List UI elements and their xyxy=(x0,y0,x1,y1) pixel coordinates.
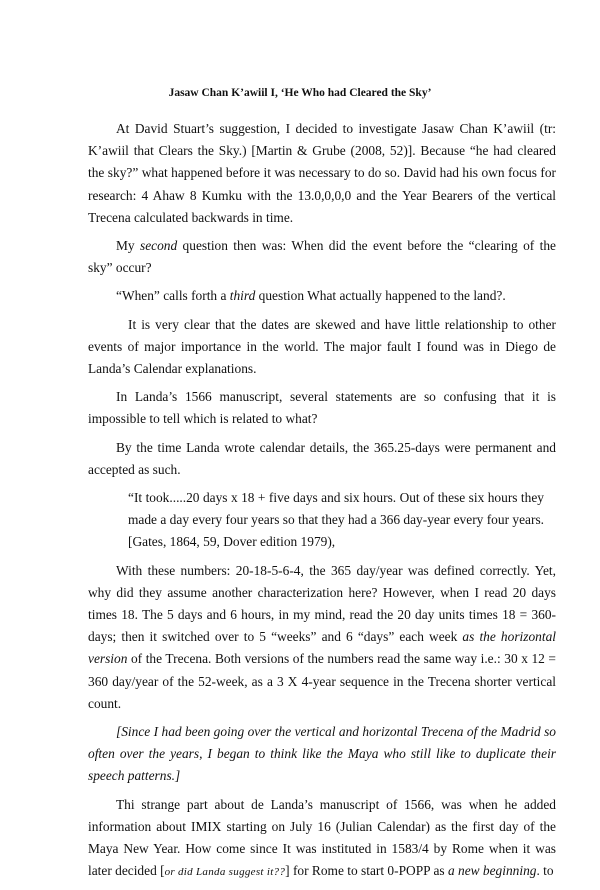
text-run: of the Trecena. Both versions of the numbers read the same way i.e.: 30 x 12 = 360 day/year of the 52-week, as a 3 X 4-year sequence in the Trecena shorter vertical count. xyxy=(88,651,556,711)
paragraph: At David Stuart’s suggestion, I decided to investigate Jasaw Chan K’awiil (tr: K’awiil that Clears the Sky.) [Martin & Grube (2008, 52)]. Because “he had cleared the sky?” what happened before it was necessary to do so. David had his own focus for research: 4 Ahaw 8 Kumku with the 13.0,0,0,0 and the Year Bearers of the vertical Trecena calculated backwards in time. xyxy=(88,121,556,225)
page-title: Jasaw Chan K’awiil I, ‘He Who had Cleared the Sky’ xyxy=(168,87,432,99)
text-run: ] for Rome to start 0-POPP as xyxy=(285,863,448,879)
paragraph: In Landa’s 1566 manuscript, several statements are so confusing that it is impossible to tell which is related to what? xyxy=(88,389,556,427)
text-run: question then was: When did the event before the “clearing of the sky” occur? xyxy=(88,238,556,276)
bracketed-note: [Since I had been going over the vertical and horizontal Trecena of the Madrid so often over the years, I began to think like the Maya who still like to duplicate their speech patterns.] xyxy=(88,724,556,784)
text-run: . to xyxy=(536,863,554,879)
text-run: With these numbers: 20-18-5-6-4, the 365 day/year was defined correctly. Yet, why did they assume another characterization here? However, when I read 20 days times 18. The 5 days and 6 hours, in my mind, read the 20 day units times 18 = 360-days; then it switched over to 5 “weeks” and 6 “days” each week xyxy=(88,562,556,645)
text-run: Thi strange part about de Landa’s manuscript of 1566, was when he added information about IMIX starting on July 16 (Julian Calendar) as the first day of the Maya New Year. How come since It was instituted in 1583/4 by Rome when it was later decided [ xyxy=(88,796,556,879)
paragraph: By the time Landa wrote calendar details, the 365.25-days were permanent and accepted as such. xyxy=(88,439,556,477)
paragraph xyxy=(88,235,556,279)
paragraph: It is very clear that the dates are skewed and have little relationship to other events of major importance in the world. The major fault I found was in Diego de Landa’s Calendar explanations. xyxy=(88,316,556,377)
block-quote: “It took.....20 days x 18 + five days and six hours. Out of these six hours they made a day every four years so that they had a 366 day-year every four years. [Gates, 1864, 59, Dover edition 1979), xyxy=(128,490,544,550)
text-run: My xyxy=(116,238,140,254)
emphasis-text: third xyxy=(229,288,256,304)
emphasis-text: second xyxy=(139,238,178,254)
emphasis-text: or did Landa suggest it?? xyxy=(164,866,286,879)
document-body xyxy=(88,118,556,890)
emphasis-text: a new beginning xyxy=(447,863,537,879)
paragraph xyxy=(88,794,556,884)
emphasis-text: as the horizontal version xyxy=(88,629,556,667)
text-run: question What actually happened to the land?. xyxy=(255,288,506,304)
text-run: “When” calls forth a xyxy=(116,288,230,304)
paragraph xyxy=(88,560,556,715)
paragraph xyxy=(88,285,556,307)
